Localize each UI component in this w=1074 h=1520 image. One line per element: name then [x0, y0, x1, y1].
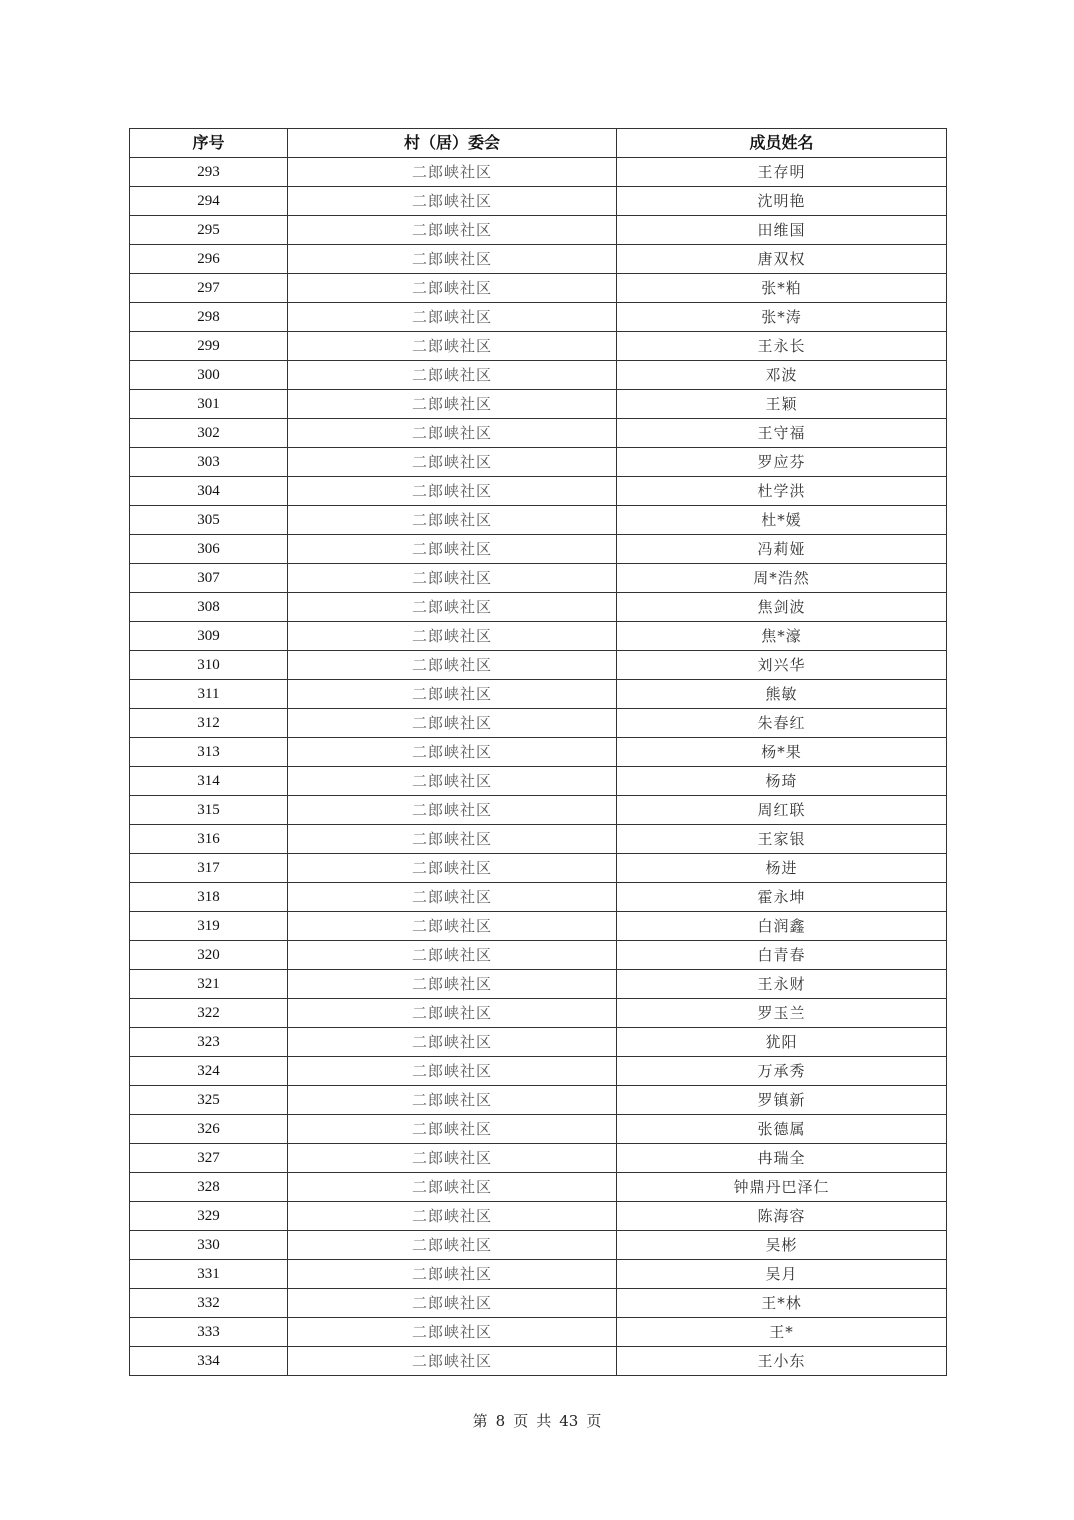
- table-row: [130, 767, 947, 796]
- row-village-committee: 二郎峡社区: [288, 1347, 617, 1376]
- row-serial-number: 302: [130, 419, 288, 448]
- row-village-committee: 二郎峡社区: [288, 651, 617, 680]
- row-member-name: 钟鼎丹巴泽仁: [617, 1173, 947, 1202]
- row-village-committee: 二郎峡社区: [288, 1144, 617, 1173]
- table-row: [130, 883, 947, 912]
- row-member-name: 犹阳: [617, 1028, 947, 1057]
- row-village-committee: 二郎峡社区: [288, 564, 617, 593]
- row-member-name: 沈明艳: [617, 187, 947, 216]
- table-row: [130, 419, 947, 448]
- row-member-name: 王小东: [617, 1347, 947, 1376]
- row-village-committee: 二郎峡社区: [288, 390, 617, 419]
- row-member-name: 吴彬: [617, 1231, 947, 1260]
- row-serial-number: 309: [130, 622, 288, 651]
- row-serial-number: 329: [130, 1202, 288, 1231]
- table-row: [130, 564, 947, 593]
- table-row: [130, 1202, 947, 1231]
- table-row: [130, 506, 947, 535]
- row-serial-number: 320: [130, 941, 288, 970]
- row-serial-number: 303: [130, 448, 288, 477]
- row-serial-number: 308: [130, 593, 288, 622]
- row-serial-number: 311: [130, 680, 288, 709]
- row-member-name: 王家银: [617, 825, 947, 854]
- row-village-committee: 二郎峡社区: [288, 999, 617, 1028]
- footer-total-pages: 43: [559, 1412, 579, 1430]
- row-member-name: 王*: [617, 1318, 947, 1347]
- row-village-committee: 二郎峡社区: [288, 158, 617, 187]
- row-serial-number: 304: [130, 477, 288, 506]
- header-member-name: 成员姓名: [617, 129, 947, 158]
- row-village-committee: 二郎峡社区: [288, 680, 617, 709]
- row-serial-number: 300: [130, 361, 288, 390]
- row-village-committee: 二郎峡社区: [288, 883, 617, 912]
- row-serial-number: 296: [130, 245, 288, 274]
- table-row: [130, 245, 947, 274]
- table-row: [130, 1289, 947, 1318]
- row-serial-number: 305: [130, 506, 288, 535]
- row-member-name: 罗应芬: [617, 448, 947, 477]
- row-village-committee: 二郎峡社区: [288, 419, 617, 448]
- row-member-name: 焦剑波: [617, 593, 947, 622]
- table-row: [130, 535, 947, 564]
- table-row: [130, 912, 947, 941]
- row-village-committee: 二郎峡社区: [288, 1318, 617, 1347]
- row-member-name: 唐双权: [617, 245, 947, 274]
- table-header-row: [130, 129, 947, 158]
- table-row: [130, 274, 947, 303]
- row-member-name: 吴月: [617, 1260, 947, 1289]
- table-row: [130, 1318, 947, 1347]
- row-village-committee: 二郎峡社区: [288, 216, 617, 245]
- table-row: [130, 680, 947, 709]
- row-member-name: 朱春红: [617, 709, 947, 738]
- footer-total-unit: 页: [586, 1412, 602, 1430]
- row-member-name: 张*粕: [617, 274, 947, 303]
- row-serial-number: 317: [130, 854, 288, 883]
- table-row: [130, 332, 947, 361]
- row-member-name: 张德属: [617, 1115, 947, 1144]
- row-village-committee: 二郎峡社区: [288, 1231, 617, 1260]
- table-row: [130, 825, 947, 854]
- row-village-committee: 二郎峡社区: [288, 1202, 617, 1231]
- table-row: [130, 1260, 947, 1289]
- row-village-committee: 二郎峡社区: [288, 1086, 617, 1115]
- row-serial-number: 322: [130, 999, 288, 1028]
- row-member-name: 熊敏: [617, 680, 947, 709]
- row-village-committee: 二郎峡社区: [288, 274, 617, 303]
- row-member-name: 万承秀: [617, 1057, 947, 1086]
- table-row: [130, 448, 947, 477]
- table-row: [130, 158, 947, 187]
- row-member-name: 王永长: [617, 332, 947, 361]
- member-roster-table: [129, 128, 947, 1376]
- table-row: [130, 1347, 947, 1376]
- row-serial-number: 321: [130, 970, 288, 999]
- row-serial-number: 315: [130, 796, 288, 825]
- row-village-committee: 二郎峡社区: [288, 854, 617, 883]
- row-village-committee: 二郎峡社区: [288, 709, 617, 738]
- row-village-committee: 二郎峡社区: [288, 738, 617, 767]
- row-serial-number: 326: [130, 1115, 288, 1144]
- table-row: [130, 709, 947, 738]
- row-member-name: 周红联: [617, 796, 947, 825]
- table-row: [130, 1028, 947, 1057]
- table-row: [130, 1144, 947, 1173]
- table-row: [130, 361, 947, 390]
- row-village-committee: 二郎峡社区: [288, 1260, 617, 1289]
- table-row: [130, 1086, 947, 1115]
- row-village-committee: 二郎峡社区: [288, 506, 617, 535]
- row-serial-number: 325: [130, 1086, 288, 1115]
- row-member-name: 田维国: [617, 216, 947, 245]
- footer-page-unit: 页: [513, 1412, 529, 1430]
- row-village-committee: 二郎峡社区: [288, 767, 617, 796]
- row-member-name: 罗镇新: [617, 1086, 947, 1115]
- row-member-name: 焦*濠: [617, 622, 947, 651]
- row-serial-number: 313: [130, 738, 288, 767]
- row-village-committee: 二郎峡社区: [288, 796, 617, 825]
- row-village-committee: 二郎峡社区: [288, 361, 617, 390]
- table-row: [130, 1231, 947, 1260]
- table-row: [130, 738, 947, 767]
- row-member-name: 杨*果: [617, 738, 947, 767]
- row-serial-number: 331: [130, 1260, 288, 1289]
- table-row: [130, 1057, 947, 1086]
- row-member-name: 冯莉娅: [617, 535, 947, 564]
- row-village-committee: 二郎峡社区: [288, 1028, 617, 1057]
- row-serial-number: 301: [130, 390, 288, 419]
- row-member-name: 邓波: [617, 361, 947, 390]
- header-serial-number: 序号: [130, 129, 288, 158]
- row-member-name: 陈海容: [617, 1202, 947, 1231]
- row-serial-number: 333: [130, 1318, 288, 1347]
- row-serial-number: 328: [130, 1173, 288, 1202]
- header-village-committee: 村（居）委会: [288, 129, 617, 158]
- row-village-committee: 二郎峡社区: [288, 303, 617, 332]
- table-row: [130, 854, 947, 883]
- row-serial-number: 295: [130, 216, 288, 245]
- row-village-committee: 二郎峡社区: [288, 622, 617, 651]
- row-member-name: 周*浩然: [617, 564, 947, 593]
- row-village-committee: 二郎峡社区: [288, 448, 617, 477]
- table-row: [130, 303, 947, 332]
- table-row: [130, 999, 947, 1028]
- row-serial-number: 324: [130, 1057, 288, 1086]
- table-row: [130, 1173, 947, 1202]
- row-member-name: 王守福: [617, 419, 947, 448]
- row-member-name: 杜学洪: [617, 477, 947, 506]
- table-row: [130, 622, 947, 651]
- row-member-name: 杨进: [617, 854, 947, 883]
- row-serial-number: 323: [130, 1028, 288, 1057]
- row-member-name: 霍永坤: [617, 883, 947, 912]
- table-row: [130, 1115, 947, 1144]
- table-row: [130, 970, 947, 999]
- row-serial-number: 306: [130, 535, 288, 564]
- row-village-committee: 二郎峡社区: [288, 941, 617, 970]
- row-member-name: 刘兴华: [617, 651, 947, 680]
- table-row: [130, 477, 947, 506]
- row-village-committee: 二郎峡社区: [288, 245, 617, 274]
- row-serial-number: 332: [130, 1289, 288, 1318]
- row-serial-number: 318: [130, 883, 288, 912]
- table-row: [130, 796, 947, 825]
- table-row: [130, 651, 947, 680]
- row-village-committee: 二郎峡社区: [288, 825, 617, 854]
- table-row: [130, 390, 947, 419]
- footer-page-number: 8: [495, 1412, 506, 1430]
- row-serial-number: 316: [130, 825, 288, 854]
- row-member-name: 白润鑫: [617, 912, 947, 941]
- row-village-committee: 二郎峡社区: [288, 1115, 617, 1144]
- row-serial-number: 319: [130, 912, 288, 941]
- row-village-committee: 二郎峡社区: [288, 477, 617, 506]
- row-serial-number: 297: [130, 274, 288, 303]
- row-serial-number: 314: [130, 767, 288, 796]
- row-village-committee: 二郎峡社区: [288, 332, 617, 361]
- row-member-name: 王永财: [617, 970, 947, 999]
- row-village-committee: 二郎峡社区: [288, 970, 617, 999]
- row-serial-number: 298: [130, 303, 288, 332]
- row-village-committee: 二郎峡社区: [288, 912, 617, 941]
- row-serial-number: 299: [130, 332, 288, 361]
- row-member-name: 白青春: [617, 941, 947, 970]
- row-village-committee: 二郎峡社区: [288, 1173, 617, 1202]
- page-footer: [0, 1410, 1074, 1431]
- row-member-name: 王存明: [617, 158, 947, 187]
- row-serial-number: 334: [130, 1347, 288, 1376]
- row-member-name: 王颖: [617, 390, 947, 419]
- row-village-committee: 二郎峡社区: [288, 187, 617, 216]
- row-serial-number: 307: [130, 564, 288, 593]
- table-row: [130, 216, 947, 245]
- table-row: [130, 593, 947, 622]
- row-member-name: 罗玉兰: [617, 999, 947, 1028]
- row-member-name: 王*林: [617, 1289, 947, 1318]
- footer-prefix: 第: [472, 1412, 488, 1430]
- row-village-committee: 二郎峡社区: [288, 1289, 617, 1318]
- row-member-name: 冉瑞全: [617, 1144, 947, 1173]
- row-member-name: 杨琦: [617, 767, 947, 796]
- table-row: [130, 187, 947, 216]
- row-village-committee: 二郎峡社区: [288, 1057, 617, 1086]
- row-serial-number: 294: [130, 187, 288, 216]
- table-body: [130, 158, 947, 1376]
- row-serial-number: 312: [130, 709, 288, 738]
- row-serial-number: 330: [130, 1231, 288, 1260]
- row-serial-number: 327: [130, 1144, 288, 1173]
- row-village-committee: 二郎峡社区: [288, 535, 617, 564]
- row-village-committee: 二郎峡社区: [288, 593, 617, 622]
- row-member-name: 杜*媛: [617, 506, 947, 535]
- footer-total-prefix: 共: [536, 1412, 552, 1430]
- row-member-name: 张*涛: [617, 303, 947, 332]
- table-row: [130, 941, 947, 970]
- row-serial-number: 310: [130, 651, 288, 680]
- row-serial-number: 293: [130, 158, 288, 187]
